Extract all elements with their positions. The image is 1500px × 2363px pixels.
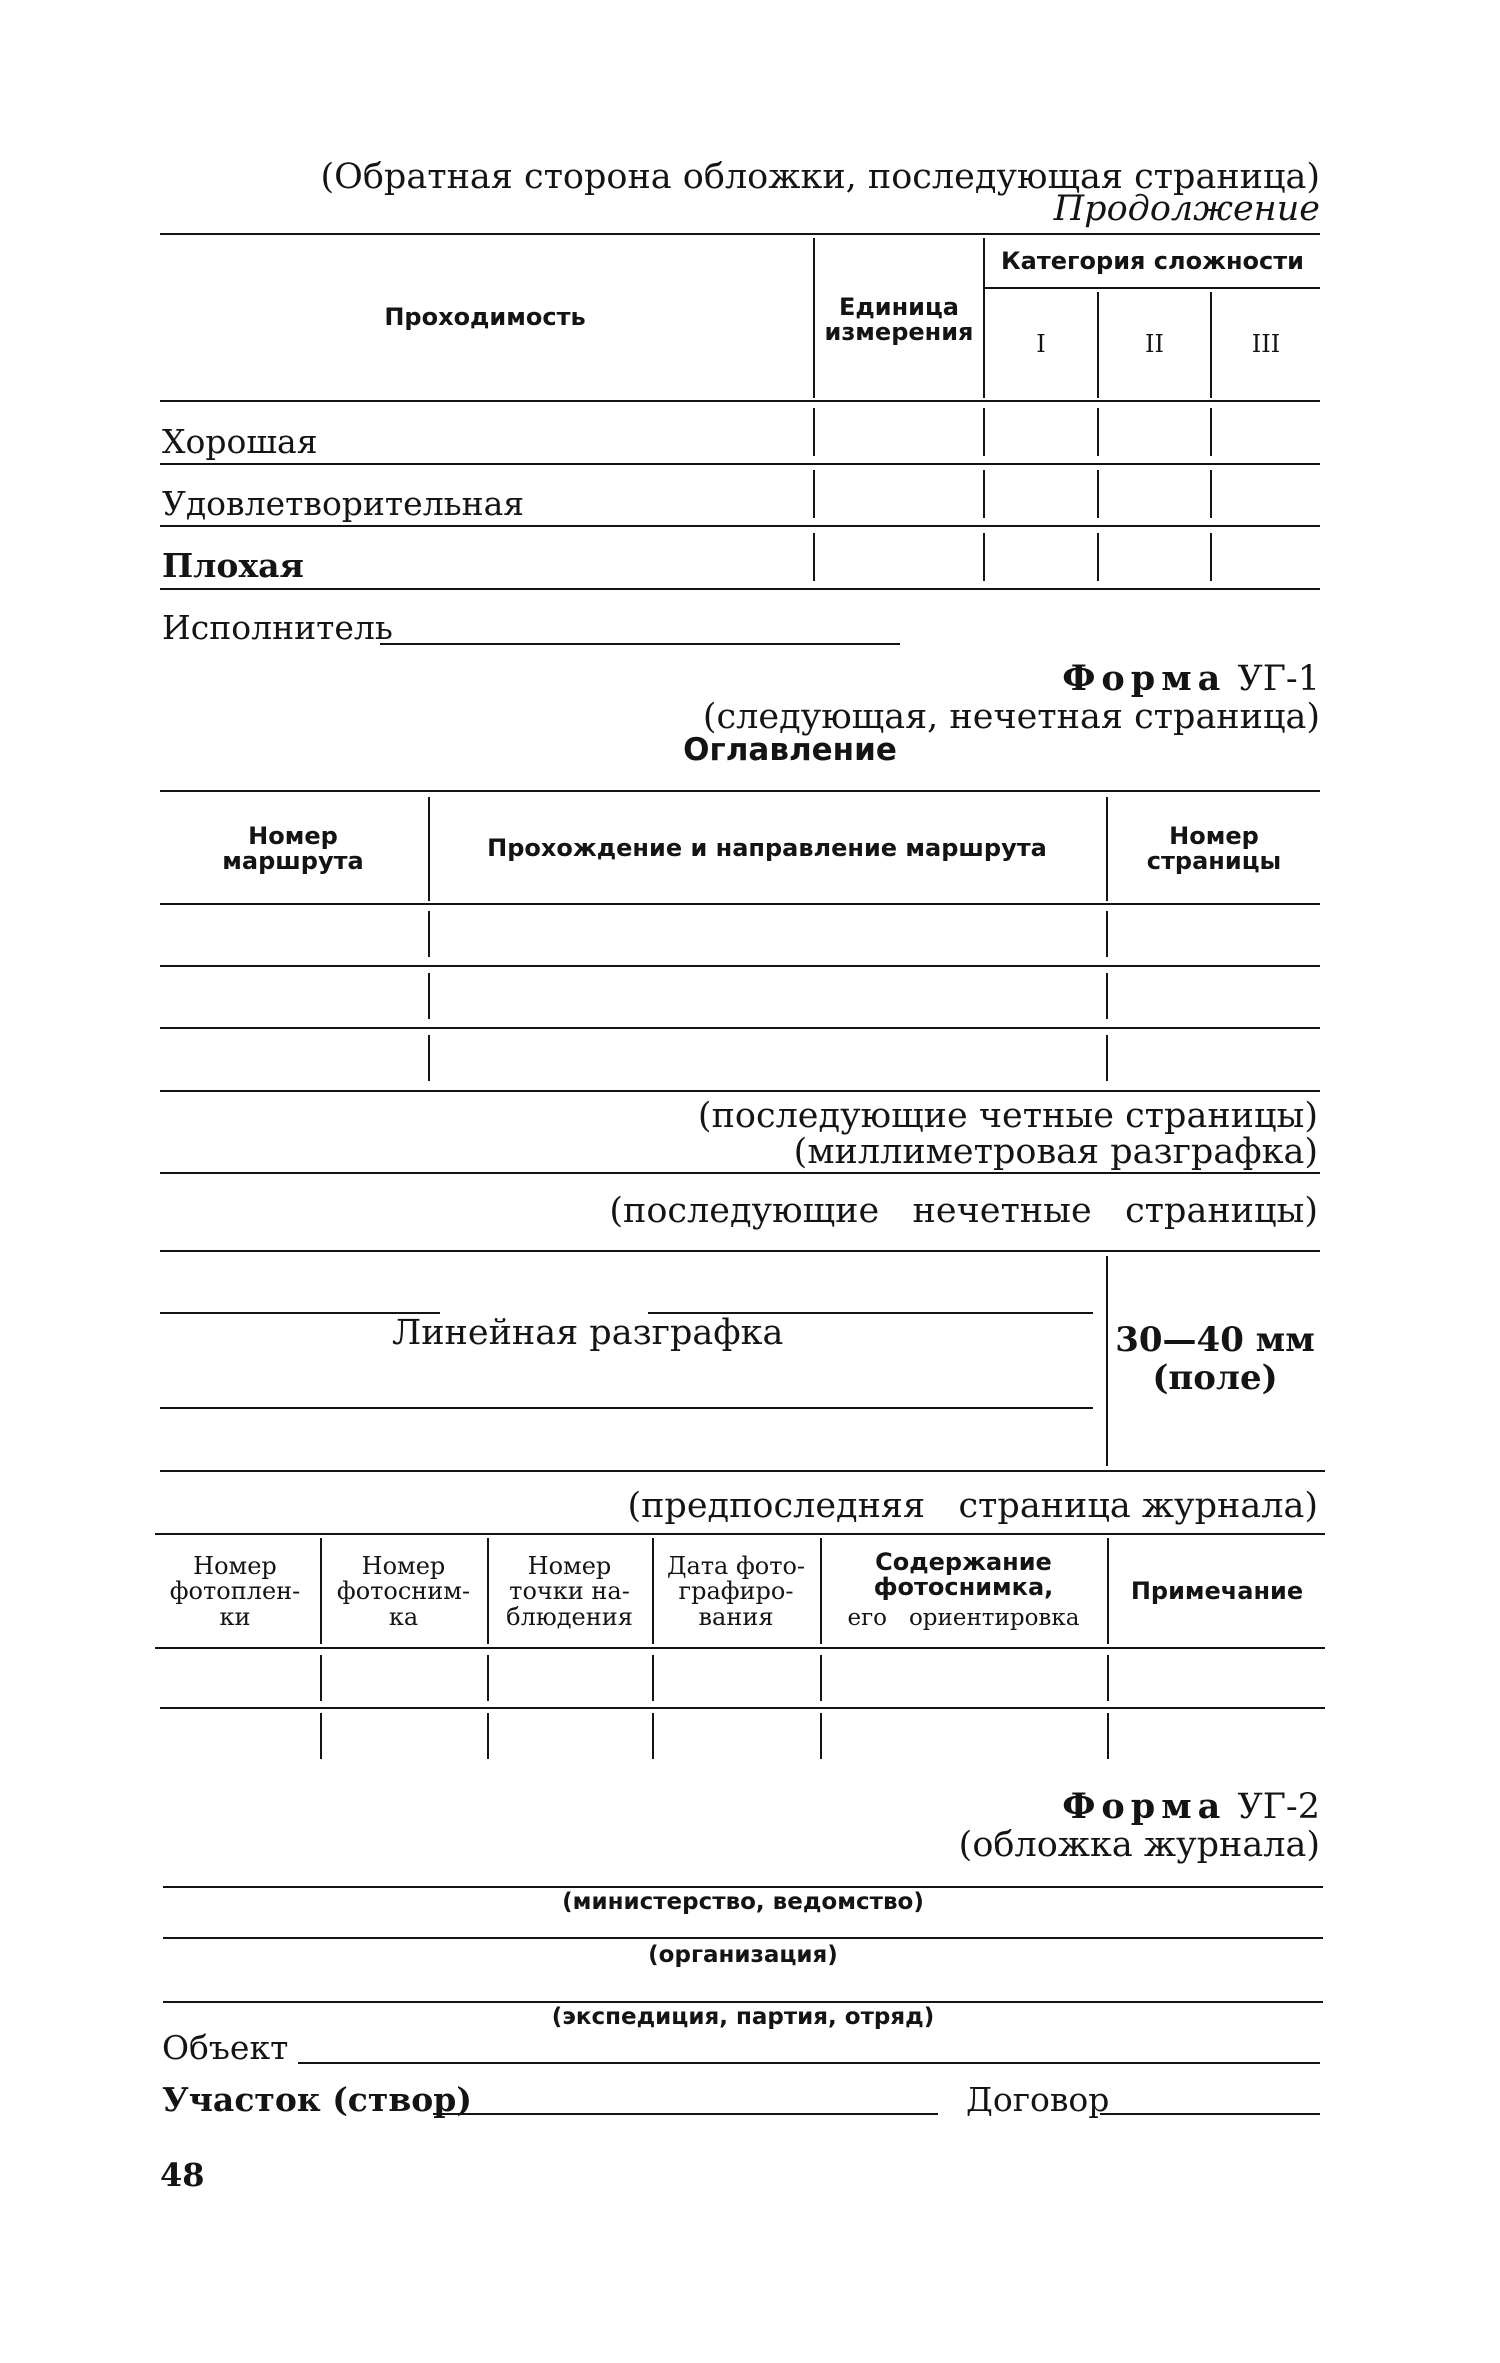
table1-category-rule: [983, 287, 1320, 289]
header-category: Категория сложности: [1001, 247, 1304, 276]
form-word: Форма: [1062, 1786, 1227, 1827]
photo-header-orientation: его ориентировка: [847, 1605, 1080, 1631]
ministry-line: [163, 1886, 1323, 1888]
table1-row-rule: [160, 463, 1320, 465]
toc-header-rule: [160, 903, 1320, 905]
form-word: Форма: [1062, 658, 1227, 699]
photo-stub: [820, 1713, 822, 1759]
photo-header-date: Дата фото- графиро- вания: [666, 1552, 806, 1631]
form-code: УГ-1: [1237, 659, 1320, 699]
section-blank-line: [433, 2113, 938, 2115]
form-ug1-title: [1062, 660, 1320, 699]
toc-stub: [1106, 1035, 1108, 1081]
table1-header-rule: [160, 400, 1320, 402]
object-label: Объект: [162, 2028, 289, 2067]
toc-top-rule: [160, 790, 1320, 792]
table1-stub: [1210, 533, 1212, 581]
photo-stub: [320, 1655, 322, 1701]
photo-stub: [320, 1713, 322, 1759]
even-pages-caption: (последующие четные страницы): [697, 1096, 1318, 1136]
toc-title: Оглавление: [683, 732, 897, 768]
photo-stub: [652, 1655, 654, 1701]
photo-stub: [1107, 1713, 1109, 1759]
photo-header-note: Примечание: [1130, 1577, 1304, 1606]
photo-header-film: Номер фотоплен- ки: [169, 1552, 301, 1631]
table1-stub: [1210, 408, 1212, 456]
organization-line: [163, 1937, 1323, 1939]
page-number: 48: [160, 2156, 205, 2194]
toc-stub: [428, 973, 430, 1019]
toc-row-rule: [160, 1027, 1320, 1029]
header-passability: Проходимость: [384, 303, 586, 332]
photo-header-point: Номер точки на- блюдения: [506, 1552, 633, 1631]
executor-blank-line: [380, 643, 900, 645]
contract-label: Договор: [966, 2080, 1110, 2119]
photo-stub: [652, 1713, 654, 1759]
toc-stub: [428, 1035, 430, 1081]
toc-row-rule: [160, 965, 1320, 967]
header-unit: Единица измерения: [824, 292, 974, 346]
form-ug1-subtitle: (следующая, нечетная страница): [702, 697, 1320, 737]
section-caption: (Обратная сторона обложки, последующая страница): [320, 157, 1320, 197]
ministry-caption: (министерство, ведомство): [562, 1889, 924, 1915]
table1-row-rule: [160, 525, 1320, 527]
photo-header-content: Содержание фотоснимка,: [873, 1547, 1054, 1601]
penultimate-caption: (предпоследняя страница журнала): [627, 1486, 1318, 1526]
section-label: Участок (створ): [162, 2080, 472, 2119]
table1-stub: [1097, 533, 1099, 581]
photo-header-photo: Номер фотосним- ка: [336, 1552, 471, 1631]
table1-stub: [1210, 470, 1212, 518]
contract-blank-line: [1100, 2113, 1320, 2115]
object-blank-line: [298, 2062, 1320, 2064]
row-label-good: Хорошая: [162, 422, 318, 461]
odd-pages-bottom-rule: [160, 1470, 1325, 1472]
margin-divider: [1106, 1256, 1108, 1466]
table1-stub: [813, 408, 815, 456]
odd-pages-top-rule: [160, 1250, 1320, 1252]
table1-stub: [813, 470, 815, 518]
continuation-label: Продолжение: [1053, 189, 1320, 229]
expedition-line: [163, 2001, 1323, 2003]
mm-grid-caption: (миллиметровая разграфка): [793, 1132, 1318, 1172]
row-label-poor: Плохая: [162, 546, 304, 585]
table1-stub: [983, 533, 985, 581]
table1-stub: [983, 470, 985, 518]
header-cat-3: III: [1251, 330, 1281, 359]
toc-header-page-number: Номер страницы: [1146, 821, 1282, 875]
photo-stub: [1107, 1655, 1109, 1701]
table1-stub: [1097, 408, 1099, 456]
table1-row-rule: [160, 588, 1320, 590]
photo-stub: [487, 1655, 489, 1701]
toc-header-route-number: Номер маршрута: [222, 821, 364, 875]
line-grid-rule: [160, 1407, 1093, 1409]
header-cat-2: II: [1145, 330, 1164, 359]
toc-row-rule: [160, 1090, 1320, 1092]
photo-top-rule: [155, 1533, 1325, 1535]
form-ug2-title: [1062, 1788, 1320, 1827]
toc-stub: [1106, 911, 1108, 957]
organization-caption: (организация): [648, 1942, 838, 1968]
form-ug2-subtitle: (обложка журнала): [958, 1825, 1320, 1865]
mm-grid-rule: [160, 1172, 1320, 1174]
expedition-caption: (экспедиция, партия, отряд): [551, 2004, 935, 2030]
photo-row-rule: [160, 1707, 1325, 1709]
toc-header-route-direction: Прохождение и направление маршрута: [487, 834, 1047, 863]
executor-label: Исполнитель: [162, 608, 393, 647]
table1-top-rule: [160, 233, 1320, 235]
table1-stub: [813, 533, 815, 581]
row-label-satisfactory: Удовлетворительная: [162, 484, 525, 523]
toc-stub: [428, 911, 430, 957]
photo-stub: [487, 1713, 489, 1759]
form-code: УГ-2: [1237, 1787, 1320, 1827]
header-cat-1: I: [1036, 330, 1046, 359]
photo-header-rule: [155, 1647, 1325, 1649]
toc-stub: [1106, 973, 1108, 1019]
table1-stub: [1097, 470, 1099, 518]
table1-stub: [983, 408, 985, 456]
odd-pages-caption: (последующие нечетные страницы): [609, 1191, 1318, 1231]
margin-label: (поле): [1152, 1358, 1278, 1398]
photo-stub: [820, 1655, 822, 1701]
line-grid-label: Линейная разграфка: [392, 1313, 784, 1353]
margin-size: 30—40 мм: [1115, 1320, 1315, 1360]
